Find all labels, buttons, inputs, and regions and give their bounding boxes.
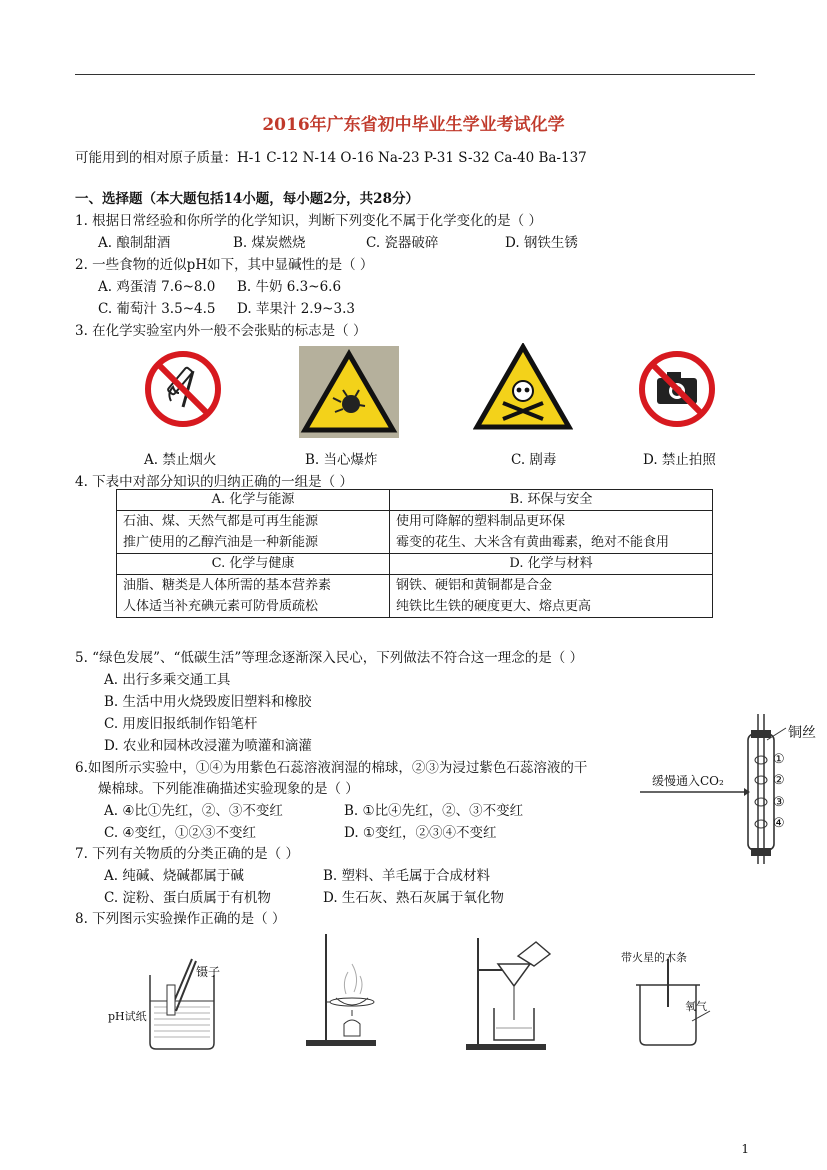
no-fire-sign-icon	[143, 349, 223, 429]
q7-option-a: A. 纯碱、烧碱都属于碱	[104, 868, 244, 884]
q8-stem: 8. 下列图示实验操作正确的是（ ）	[75, 911, 286, 927]
table-cell-c	[117, 575, 390, 618]
table-head-c: C. 化学与健康	[117, 554, 390, 575]
table-cell-a	[117, 511, 390, 554]
q2-option-d: D. 苹果汁 2.9~3.3	[237, 301, 355, 317]
q1-option-b: B. 煤炭燃烧	[233, 235, 306, 251]
filtration-diagram	[464, 934, 558, 1054]
q5-option-c: C. 用废旧报纸制作铅笔杆	[104, 716, 258, 732]
toxic-warning-sign-icon	[473, 343, 573, 431]
q2-option-c: C. 葡萄汁 3.5~4.5	[98, 301, 216, 317]
fig-ph-paper-label: pH试纸	[108, 1010, 147, 1023]
no-photo-sign-icon	[637, 348, 717, 430]
fig-co2-label: 缓慢通入CO₂	[652, 774, 724, 788]
atomic-masses: 可能用到的相对原子质量：H-1 C-12 N-14 O-16 Na-23 P-31 S-32 Ca-40 Ba-137	[75, 150, 587, 166]
q5-option-a: A. 出行多乘交通工具	[104, 672, 231, 688]
q6-option-b: B. ①比④先红，②、③不变红	[344, 803, 524, 819]
table-line: 石油、煤、天然气都是可再生能源	[123, 514, 319, 529]
q3-option-b: B. 当心爆炸	[305, 452, 378, 468]
fig-glowing-stick-label: 带火星的木条	[621, 951, 687, 964]
q6-option-d: D. ①变红，②③④不变红	[344, 825, 497, 841]
q1-option-d: D. 钢铁生锈	[505, 235, 578, 251]
q6-stem-line1: 6.如图所示实验中，①④为用紫色石蕊溶液润湿的棉球，②③为浸过紫色石蕊溶液的干	[75, 760, 588, 776]
q3-option-d: D. 禁止拍照	[643, 452, 716, 468]
fig-ball-4: ④	[773, 816, 785, 831]
co2-tube-diagram	[640, 712, 800, 868]
q5-stem: 5. “绿色发展”、“低碳生活”等理念逐渐深入民心，下列做法不符合这一理念的是（ ）	[75, 650, 584, 666]
q3-option-c: C. 剧毒	[511, 452, 557, 468]
q2-option-a: A. 鸡蛋清 7.6~8.0	[98, 279, 216, 295]
q6-option-a: A. ④比①先红，②、③不变红	[104, 803, 283, 819]
table-line: 人体适当补充碘元素可防骨质疏松	[123, 599, 319, 614]
q1-option-c: C. 瓷器破碎	[366, 235, 439, 251]
fig-copper-wire-label: 铜丝	[788, 725, 816, 741]
evaporation-diagram	[296, 930, 384, 1055]
section-heading: 一、选择题（本大题包括14小题，每小题2分，共28分）	[75, 191, 419, 207]
q2-option-b: B. 牛奶 6.3~6.6	[237, 279, 342, 295]
q7-option-c: C. 淀粉、蛋白质属于有机物	[104, 890, 271, 906]
table-head-a: A. 化学与能源	[117, 490, 390, 511]
explosion-warning-sign-icon	[299, 346, 399, 438]
page-number: 1	[741, 1142, 749, 1156]
table-line: 纯铁比生铁的硬度更大、熔点更高	[396, 599, 592, 614]
fig-oxygen-label: 氧气	[685, 1000, 707, 1013]
q1-option-a: A. 酿制甜酒	[98, 235, 171, 251]
q7-option-b: B. 塑料、羊毛属于合成材料	[323, 868, 491, 884]
q3-option-a: A. 禁止烟火	[144, 452, 217, 468]
q2-stem: 2. 一些食物的近似pH如下，其中显碱性的是（ ）	[75, 257, 374, 273]
q7-option-d: D. 生石灰、熟石灰属于氧化物	[323, 890, 504, 906]
table-head-d: D. 化学与材料	[390, 554, 713, 575]
knowledge-table	[116, 489, 713, 618]
q5-option-b: B. 生活中用火烧毁废旧塑料和橡胶	[104, 694, 312, 710]
table-cell-b	[390, 511, 713, 554]
fig-ball-1: ①	[773, 752, 785, 767]
q1-stem: 1. 根据日常经验和你所学的化学知识，判断下列变化不属于化学变化的是（ ）	[75, 213, 542, 229]
table-line: 霉变的花生、大米含有黄曲霉素，绝对不能食用	[396, 535, 670, 550]
q4-stem: 4. 下表中对部分知识的归纳正确的一组是（ ）	[75, 474, 353, 490]
fig-ball-3: ③	[773, 795, 785, 810]
q6-option-c: C. ④变红，①②③不变红	[104, 825, 257, 841]
q7-stem: 7. 下列有关物质的分类正确的是（ ）	[75, 846, 299, 862]
table-head-b: B. 环保与安全	[390, 490, 713, 511]
table-line: 油脂、糖类是人体所需的基本营养素	[123, 578, 332, 593]
table-line: 推广使用的乙醇汽油是一种新能源	[123, 535, 319, 550]
q5-option-d: D. 农业和园林改浸灌为喷灌和滴灌	[104, 738, 312, 754]
table-cell-d	[390, 575, 713, 618]
fig-ball-2: ②	[773, 773, 785, 788]
header-rule	[75, 74, 755, 75]
fig-tweezer-label: 镊子	[196, 965, 221, 979]
table-line: 钢铁、硬铝和黄铜都是合金	[396, 578, 553, 593]
q6-stem-line2: 燥棉球。下列能准确描述实验现象的是（ ）	[98, 781, 359, 797]
table-line: 使用可降解的塑料制品更环保	[396, 514, 566, 529]
q3-stem: 3. 在化学实验室内外一般不会张贴的标志是（ ）	[75, 323, 367, 339]
page-title: 2016年广东省初中毕业生学业考试化学	[262, 115, 565, 135]
